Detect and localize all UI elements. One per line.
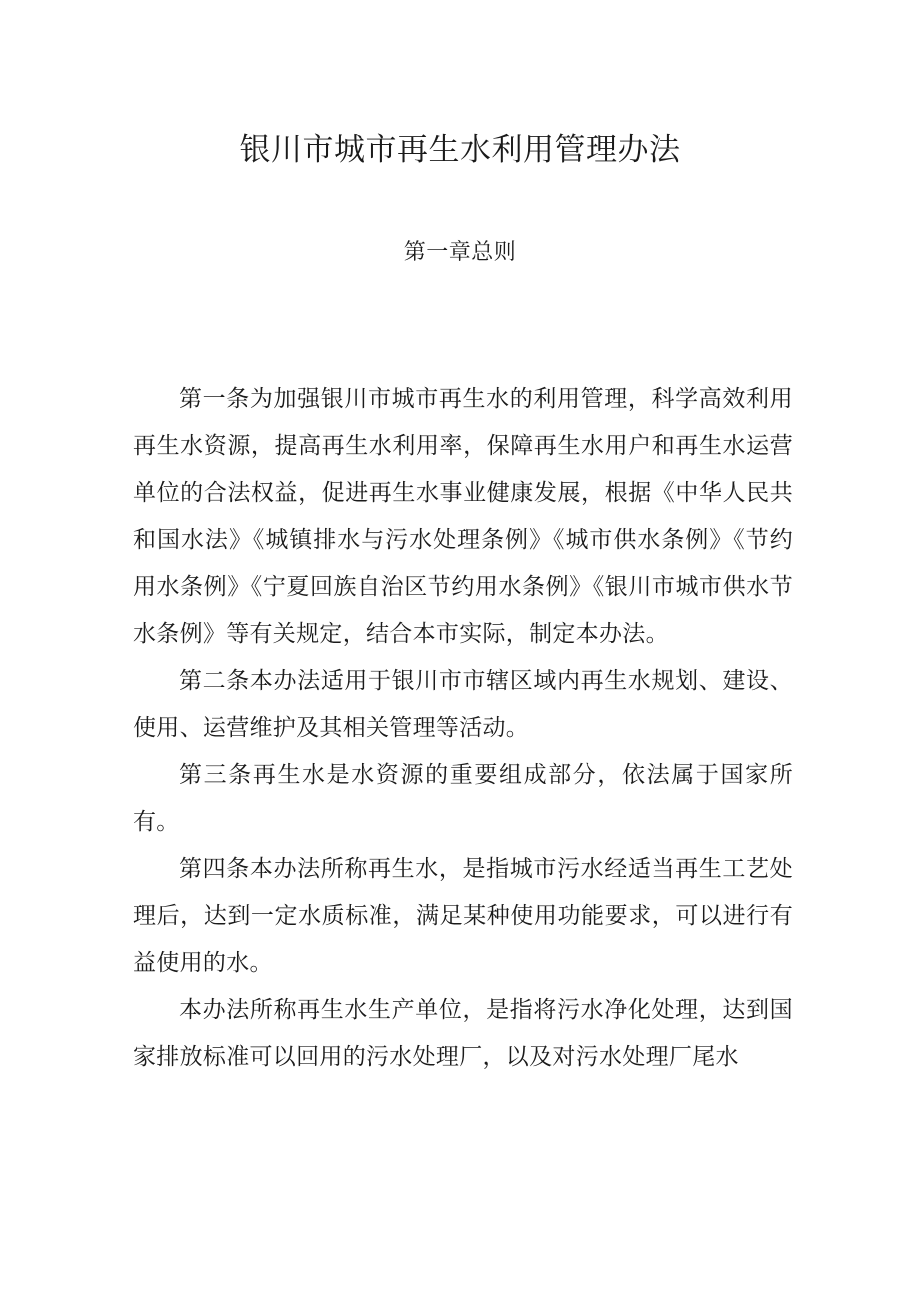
paragraph-article-4-continued: 本办法所称再生水生产单位，是指将污水净化处理，达到国家排放标准可以回用的污水处理厂，以及对污水处理厂尾水 [133,997,793,1070]
chapter-heading: 第一章总则 [403,240,517,265]
document-body [133,376,793,1081]
paragraph-article-2: 第二条本办法适用于银川市市辖区域内再生水规划、建设、使用、运营维护及其相关管理等活动。 [133,668,793,741]
document-title: 银川市城市再生水利用管理办法 [239,132,681,168]
paragraph-article-3: 第三条再生水是水资源的重要组成部分，依法属于国家所有。 [133,762,793,835]
paragraph-article-1: 第一条为加强银川市城市再生水的利用管理，科学高效利用再生水资源，提高再生水利用率，保障再生水用户和再生水运营单位的合法权益，促进再生水事业健康发展，根据《中华人民共和国水法》《城镇排水与污水处理条例》《城市供水条例》《节约用水条例》《宁夏回族自治区节约用水条例》《银川市城市供水节水条例》等有关规定，结合本市实际，制定本办法。 [133,386,793,647]
paragraph-article-4: 第四条本办法所称再生水，是指城市污水经适当再生工艺处理后，达到一定水质标准，满足某种使用功能要求，可以进行有益使用的水。 [133,856,793,976]
